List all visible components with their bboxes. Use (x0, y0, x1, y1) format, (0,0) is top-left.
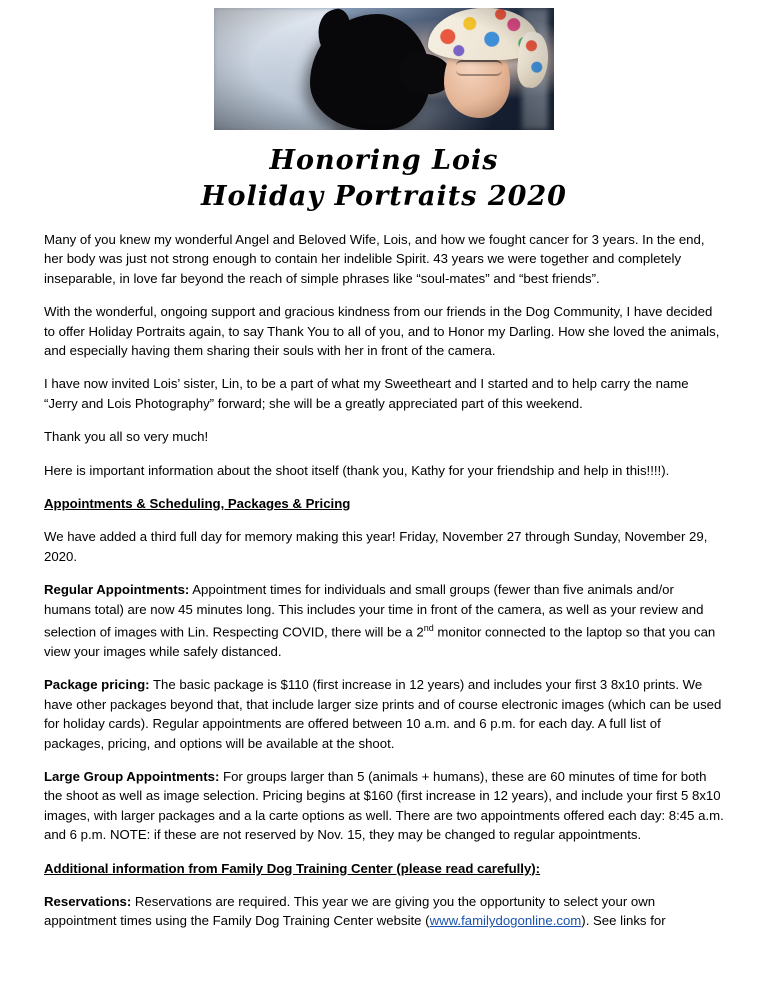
link-familydogonline[interactable]: www.familydogonline.com (429, 913, 582, 929)
label-large-group-appointments: Large Group Appointments: (44, 768, 220, 784)
text-regular-appointments-2: monitor connected to the laptop so that you can view your images while safely distanced. (44, 624, 716, 659)
section-heading-appointments: Appointments & Scheduling, Packages & Pricing (44, 496, 351, 512)
paragraph-shoot-info: Here is important information about the shoot itself (thank you, Kathy for your friendship and help in this!!!!). (44, 462, 670, 478)
label-package-pricing: Package pricing: (44, 677, 150, 693)
paragraph-intro: Many of you knew my wonderful Angel and Beloved Wife, Lois, and how we fought cancer for 3 years. In the end, her body was just not strong enough to contain her indelible Spirit. 43 years we were together and completely inseparable, in love far beyond the reach of simple phrases like “soul-mates” and “best friends”. (44, 232, 705, 286)
document-page (0, 8, 768, 1002)
label-reservations: Reservations: (44, 893, 132, 909)
photo-canvas (214, 8, 554, 130)
paragraph-lin: I have now invited Lois’ sister, Lin, to be a part of what my Sweetheart and I started and to help carry the name “Jerry and Lois Photography” forward; she will be a greatly appreciated part of this weekend. (44, 376, 689, 411)
text-reservations-1: Reservations are required. This year we are giving you the opportunity to select your own appointment times using the Family Dog Training Center website ( (44, 893, 656, 929)
section-heading-additional-info: Additional information from Family Dog Training Center (please read carefully): (44, 860, 541, 876)
title-line-1: Honoring Lois (269, 145, 499, 176)
paragraph-reservations (44, 892, 724, 931)
paragraph-support: With the wonderful, ongoing support and gracious kindness from our friends in the Dog Community, I have decided to offer Holiday Portraits again, to say Thank You to all of you, and to Honor my Darling. How she loved the animals, and especially having them sharing their souls with her in front of the camera. (44, 304, 720, 359)
paragraph-third-day: We have added a third full day for memory making this year! Friday, November 27 through Sunday, November 29, 2020. (44, 529, 708, 564)
photo-vignette (214, 8, 554, 130)
document-body (44, 230, 724, 931)
document-title (44, 144, 724, 216)
paragraph-thanks: Thank you all so very much! (44, 429, 209, 445)
section-heading-additional-wrap (44, 859, 724, 878)
paragraph-regular-appointments (44, 580, 724, 661)
header-photo (214, 8, 554, 130)
paragraph-package-pricing (44, 675, 724, 753)
label-regular-appointments: Regular Appointments: (44, 582, 190, 598)
paragraph-large-group (44, 767, 724, 845)
section-heading-appointments-wrap (44, 494, 724, 513)
text-regular-appointments-1: Appointment times for individuals and small groups (fewer than five animals and/or humans total) are now 45 minutes long. This includes your time in front of the camera, as well as your review and selection of images with Lin. Respecting COVID, there will be a 2 (44, 582, 704, 640)
superscript-nd: nd (423, 623, 434, 634)
text-large-group-appointments: For groups larger than 5 (animals + humans), these are 60 minutes of time for both the shoot as well as image selection. Pricing begins at $160 (first increase in 12 years), and include your first 5 8x10 images, with larger packages and a la carte options as well. There are two appointments offered each day: 8:45 a.m. and 6 p.m. NOTE: if these are not reserved by Nov. 15, they may be changed to regular appointments. (44, 768, 724, 843)
text-reservations-2: ). See links for (581, 913, 666, 929)
text-package-pricing: The basic package is $110 (first increase in 12 years) and includes your first 3 8x10 prints. We have other packages beyond that, that include larger size prints and of course electronic images (which can be used for holiday cards). Regular appointments are offered between 10 a.m. and 6 p.m. for each day. A full list of packages, pricing, and options will be available at the shoot. (44, 677, 722, 751)
title-line-2: Holiday Portraits 2020 (201, 181, 567, 212)
